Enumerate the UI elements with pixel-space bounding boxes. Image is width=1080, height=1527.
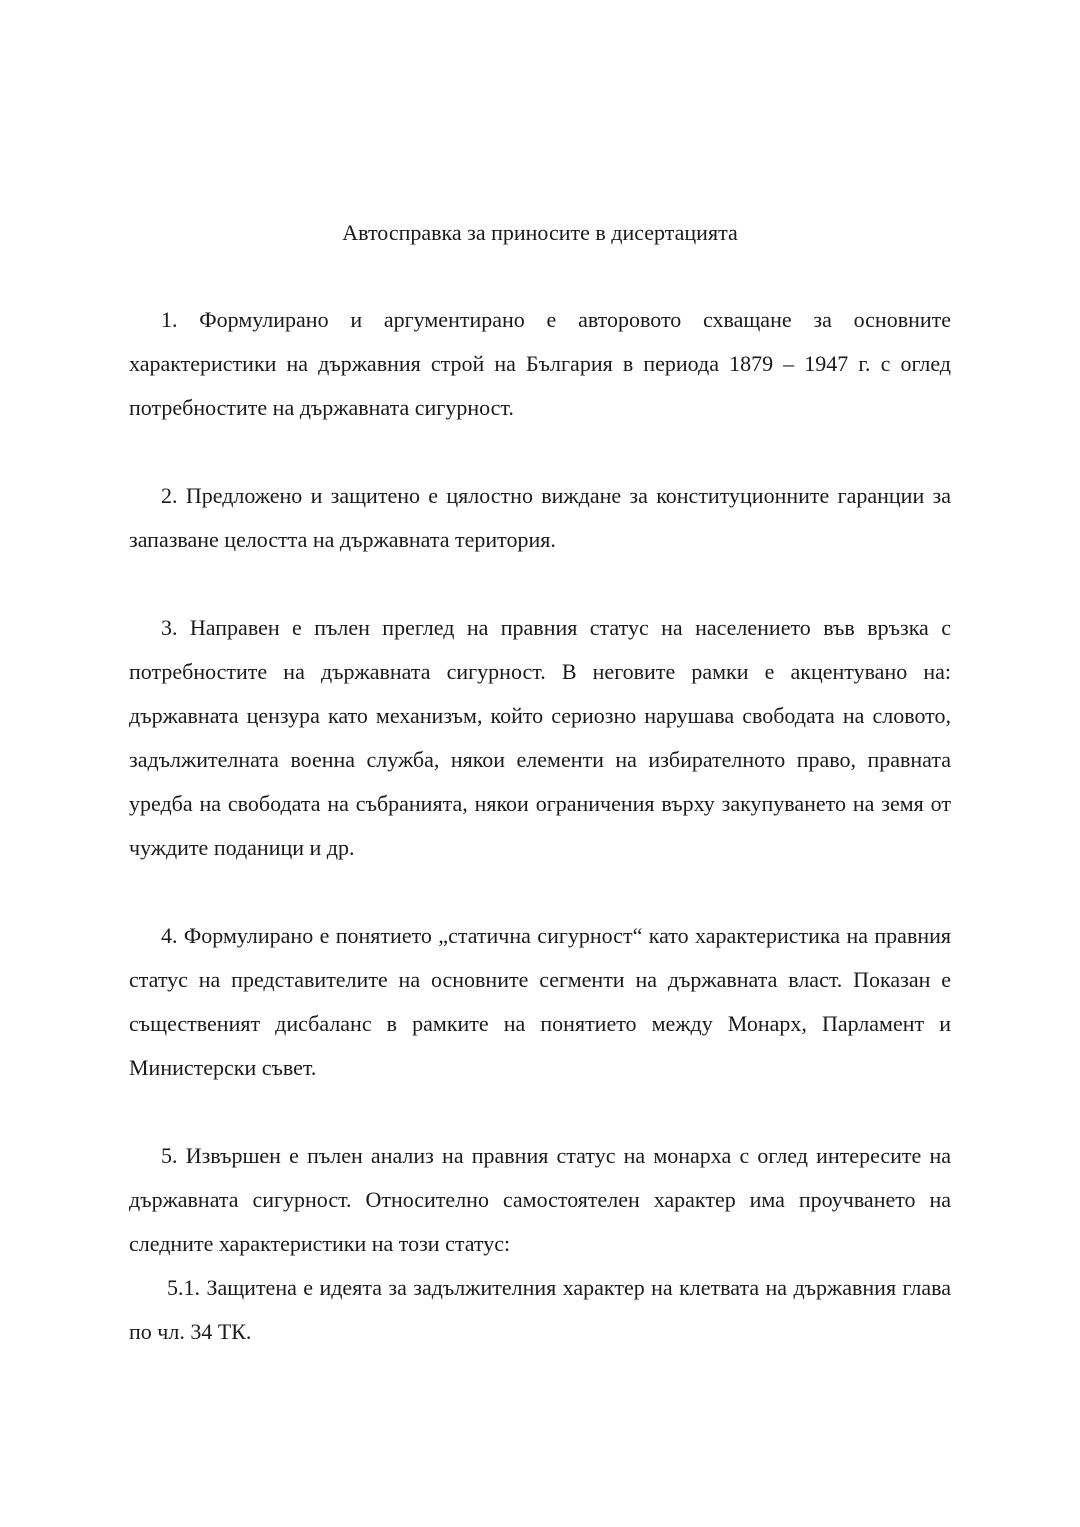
list-item [129, 606, 951, 870]
item-number: 5.1. [167, 1275, 200, 1300]
item-text: Направен е пълен преглед на правния статус на населението във връзка с потребностите на държавната сигурност. В неговите рамки е акцентувано на: държавната цензура като механизъм, който сериозно нарушава свободата на словото, задължителната военна служба, някои елементи на избирателното право, правната уредба на свободата на събранията, някои ограничения върху закупуването на земя от чуждите поданици и др. [129, 615, 951, 860]
list-item [129, 474, 951, 562]
item-number: 5. [161, 1143, 178, 1168]
list-item [129, 1134, 951, 1266]
document-body [129, 298, 951, 1354]
item-text: Формулирано и аргументирано е авторовото схващане за основните характеристики на държавния строй на България в периода 1879 – 1947 г. с оглед потребностите на държавната сигурност. [129, 307, 952, 420]
list-item [129, 298, 951, 430]
item-number: 3. [161, 615, 178, 640]
item-text: Защитена е идеята за задължителния характер на клетвата на държавния глава по чл. 34 ТК. [129, 1275, 951, 1344]
item-text: Формулирано е понятието „статична сигурност“ като характеристика на правния статус на представителите на основните сегменти на държавната власт. Показан е същественият дисбаланс в рамките на понятието между Монарх, Парламент и Министерски съвет. [129, 923, 951, 1080]
item-number: 4. [161, 923, 178, 948]
item-text: Предложено и защитено е цялостно виждане за конституционните гаранции за запазване целостта на държавната територия. [129, 483, 952, 552]
item-text: Извършен е пълен анализ на правния статус на монарха с оглед интересите на държавната сигурност. Относително самостоятелен характер има проучването на следните характеристики на този статус: [129, 1143, 952, 1256]
item-number: 2. [161, 483, 178, 508]
list-subitem [129, 1266, 951, 1354]
item-number: 1. [161, 307, 178, 332]
page-title: Автосправка за приносите в дисертацията [342, 220, 738, 245]
list-item [129, 914, 951, 1090]
